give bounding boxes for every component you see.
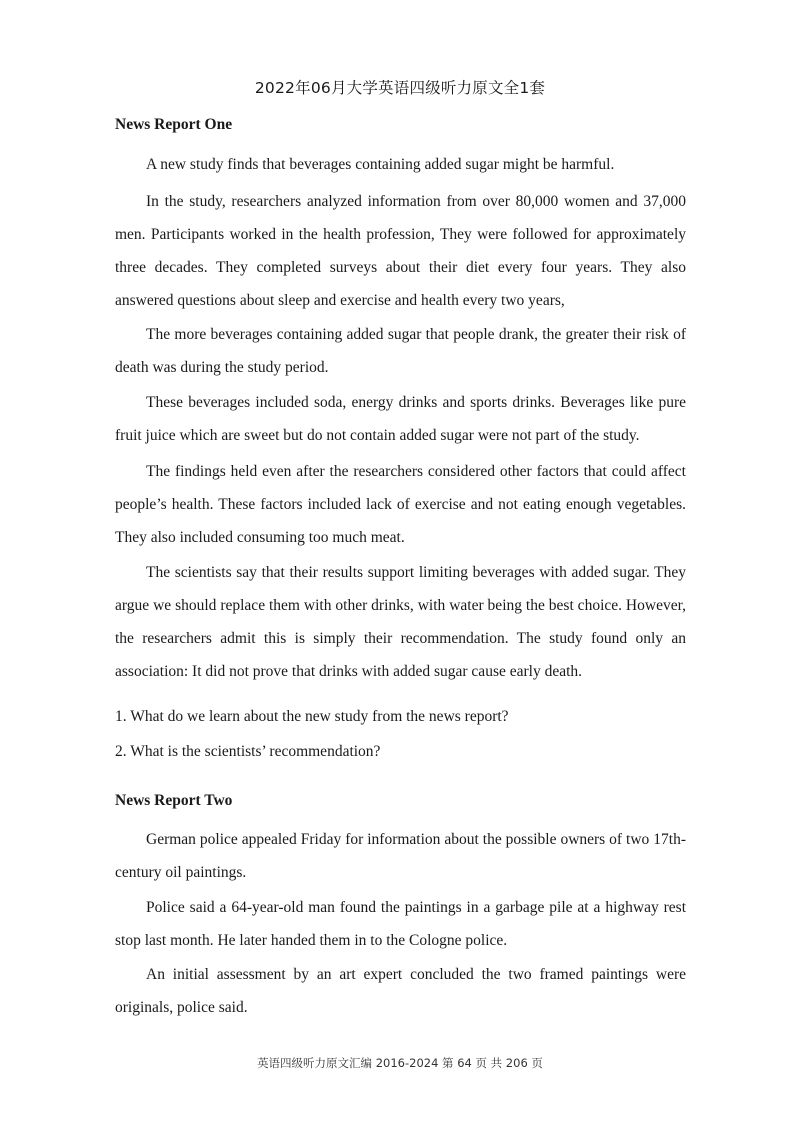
section-heading-2: News Report Two bbox=[115, 792, 233, 809]
question-item: 2. What is the scientists’ recommendation? bbox=[115, 743, 381, 760]
paragraph: The findings held even after the researchers considered other factors that could affect people’s health. These factors included lack of exercise and not eating enough vegetables. They also included consuming too much meat. bbox=[115, 463, 686, 546]
paragraph: A new study finds that beverages containing added sugar might be harmful. bbox=[146, 156, 615, 173]
section-heading-1: News Report One bbox=[115, 116, 233, 133]
question-item: 1. What do we learn about the new study from the news report? bbox=[115, 708, 509, 725]
paragraph: German police appealed Friday for information about the possible owners of two 17th-century oil paintings. bbox=[115, 831, 686, 881]
paragraph: The scientists say that their results support limiting beverages with added sugar. They argue we should replace them with other drinks, with water being the best choice. However, the researchers admit this is simply their recommendation. The study found only an association: It did not prove that drinks with added sugar cause early death. bbox=[115, 564, 686, 680]
page-footer: 英语四级听力原文汇编 2016-2024 第 64 页 共 206 页 bbox=[257, 1056, 543, 1070]
paragraph: Police said a 64-year-old man found the paintings in a garbage pile at a highway rest stop last month. He later handed them in to the Cologne police. bbox=[115, 899, 686, 949]
paragraph: An initial assessment by an art expert concluded the two framed paintings were originals, police said. bbox=[115, 966, 686, 1016]
page-title: 2022年06月大学英语四级听力原文全1套 bbox=[254, 79, 546, 97]
paragraph: The more beverages containing added sugar that people drank, the greater their risk of death was during the study period. bbox=[115, 326, 686, 376]
paragraph: In the study, researchers analyzed information from over 80,000 women and 37,000 men. Participants worked in the health profession, They were followed for approximately three decades. They completed surveys about their diet every four years. They also answered questions about sleep and exercise and health every two years, bbox=[115, 193, 686, 309]
paragraph: These beverages included soda, energy drinks and sports drinks. Beverages like pure fruit juice which are sweet but do not contain added sugar were not part of the study. bbox=[115, 394, 686, 444]
